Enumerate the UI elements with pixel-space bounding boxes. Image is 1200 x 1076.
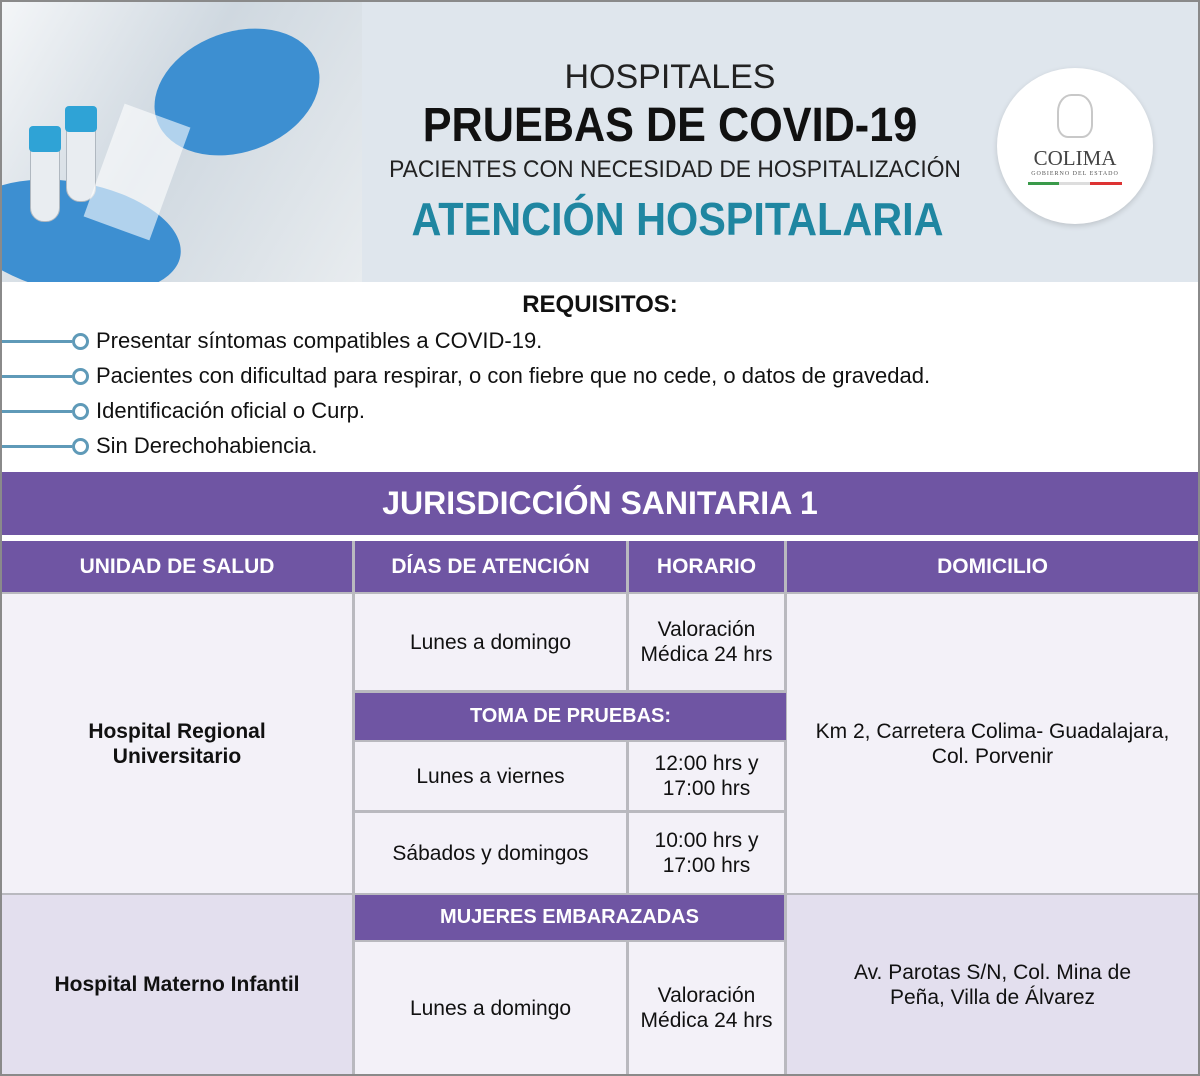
requirement-text: Pacientes con dificultad para respirar, o con fiebre que no cede, o datos de gravedad.	[96, 363, 931, 388]
requirements-title: REQUISITOS:	[522, 291, 678, 318]
colima-logo	[997, 68, 1153, 224]
days-cell: Lunes a viernes	[355, 742, 626, 810]
coat-of-arms-icon	[1057, 94, 1093, 138]
bullet-circle-icon	[72, 403, 89, 420]
flag-stripe	[1028, 182, 1122, 185]
days-cell: Lunes a domingo	[355, 942, 626, 1074]
title-atencion: ATENCIÓN HOSPITALARIA	[411, 193, 944, 245]
address-cell: Av. Parotas S/N, Col. Mina de Peña, Villa de Álvarez	[787, 895, 1198, 1074]
hours-cell: Valoración Médica 24 hrs	[629, 942, 784, 1074]
hours-cell: 12:00 hrs y 17:00 hrs	[629, 742, 784, 810]
bullet-circle-icon	[72, 333, 89, 350]
hospital-name: Hospital Materno Infantil	[2, 895, 352, 1074]
bullet-circle-icon	[72, 368, 89, 385]
header-domicilio: DOMICILIO	[787, 541, 1198, 592]
days-cell: Lunes a domingo	[355, 594, 626, 690]
requirement-text: Presentar síntomas compatibles a COVID-19.	[96, 328, 543, 353]
header-horario: HORARIO	[629, 541, 784, 592]
bullet-line	[0, 445, 72, 448]
requirement-item	[0, 396, 1200, 426]
address-cell: Km 2, Carretera Colima- Guadalajara, Col. Porvenir	[787, 594, 1198, 893]
logo-subtitle: GOBIERNO DEL ESTADO	[1031, 171, 1119, 177]
hours-cell: Valoración Médica 24 hrs	[629, 594, 784, 690]
hospital-name: Hospital Regional Universitario	[2, 594, 352, 893]
requirement-text: Identificación oficial o Curp.	[96, 398, 366, 423]
title-hospitales: HOSPITALES	[564, 58, 776, 96]
requirement-text: Sin Derechohabiencia.	[96, 433, 318, 458]
days-cell: Sábados y domingos	[355, 813, 626, 893]
logo-name: COLIMA	[1033, 146, 1117, 170]
header-unidad: UNIDAD DE SALUD	[2, 541, 352, 592]
covid-test-photo	[2, 2, 362, 282]
bullet-line	[0, 410, 72, 413]
requirement-item	[0, 326, 1200, 356]
bullet-line	[0, 375, 72, 378]
jurisdiction-title: JURISDICCIÓN SANITARIA 1	[0, 472, 1200, 535]
requirement-item	[0, 431, 1200, 461]
toma-pruebas-subheader: TOMA DE PRUEBAS:	[355, 693, 786, 740]
bullet-circle-icon	[72, 438, 89, 455]
mujeres-embarazadas-subheader: MUJERES EMBARAZADAS	[355, 895, 784, 940]
requirement-item	[0, 361, 1200, 391]
hours-cell: 10:00 hrs y 17:00 hrs	[629, 813, 784, 893]
subtitle-pacientes: PACIENTES CON NECESIDAD DE HOSPITALIZACIÓN	[389, 156, 961, 183]
bullet-line	[0, 340, 72, 343]
title-pruebas: PRUEBAS DE COVID-19	[422, 99, 918, 152]
header-dias: DÍAS DE ATENCIÓN	[355, 541, 626, 592]
